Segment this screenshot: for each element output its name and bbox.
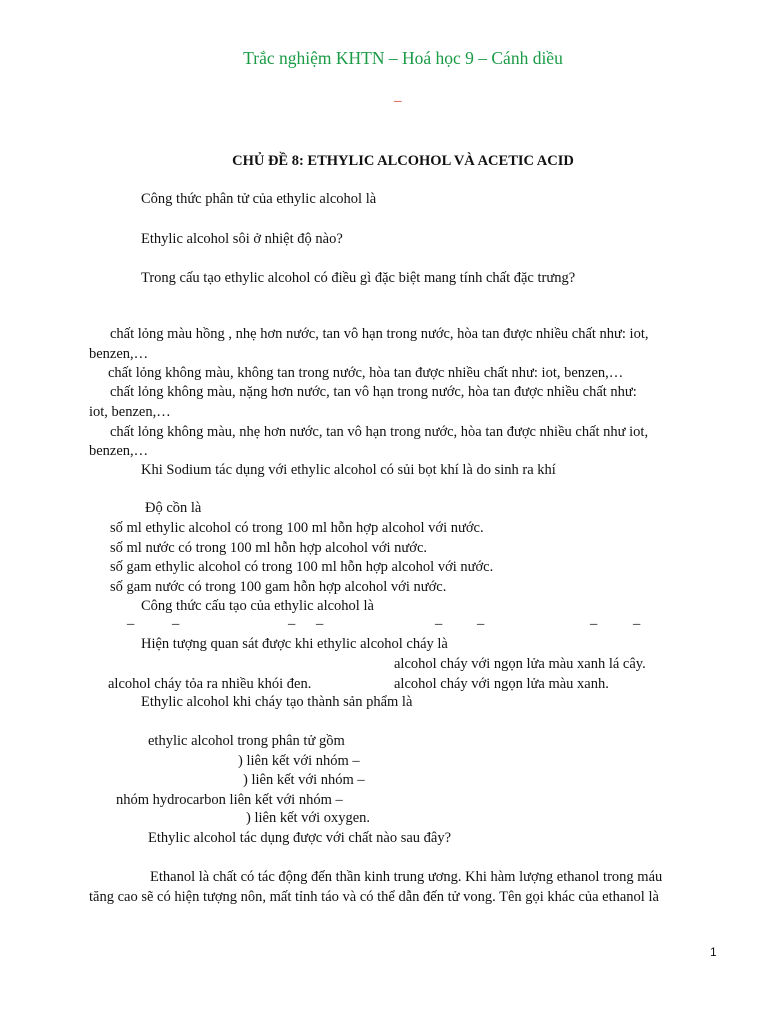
q8-option-smoke: alcohol cháy tỏa ra nhiều khói đen.: [108, 676, 312, 692]
formula-dash: –: [316, 616, 324, 632]
formula-dash: –: [590, 616, 598, 632]
formula-dash: –: [288, 616, 296, 632]
formula-dash: –: [633, 616, 641, 632]
q4-option-c-line1: chất lỏng không màu, nặng hơn nước, tan vô hạn trong nước, hòa tan được nhiều chất như:: [110, 384, 637, 400]
page-number: 1: [710, 945, 717, 959]
q4-option-b: chất lỏng không màu, không tan trong nước, hòa tan được nhiều chất như: iot, benzen,…: [108, 365, 624, 381]
question-7: Công thức cấu tạo của ethylic alcohol là: [141, 598, 374, 614]
question-2: Ethylic alcohol sôi ở nhiệt độ nào?: [141, 231, 343, 247]
q6-option-c: số gam ethylic alcohol có trong 100 ml hỗn hợp alcohol với nước.: [110, 559, 494, 575]
topic-heading: CHỦ ĐỀ 8: ETHYLIC ALCOHOL VÀ ACETIC ACID: [232, 153, 574, 169]
formula-dash: –: [477, 616, 485, 632]
question-10: ethylic alcohol trong phân tử gồm: [148, 733, 345, 749]
formula-dash: –: [172, 616, 180, 632]
q10-option-c: nhóm hydrocarbon liên kết với nhóm –: [116, 792, 343, 808]
q8-option-green: alcohol cháy với ngọn lửa màu xanh lá cây.: [394, 656, 646, 672]
q4-option-d-line1: chất lỏng không màu, nhẹ hơn nước, tan vô hạn trong nước, hòa tan được nhiều chất như iot,: [110, 424, 649, 440]
q4-option-d-line2: benzen,…: [89, 443, 149, 459]
q6-option-a: số ml ethylic alcohol có trong 100 ml hỗn hợp alcohol với nước.: [110, 520, 484, 536]
question-12-line2: tăng cao sẽ có hiện tượng nôn, mất tỉnh táo và có thể dẫn đến tử vong. Tên gọi khác của ethanol là: [89, 889, 659, 905]
question-1: Công thức phân tử của ethylic alcohol là: [141, 191, 377, 207]
q4-option-a-line1: chất lỏng màu hồng , nhẹ hơn nước, tan vô hạn trong nước, hòa tan được nhiều chất như: iot,: [110, 326, 649, 342]
title-dash: –: [394, 93, 402, 109]
formula-dash: –: [127, 616, 135, 632]
q4-option-c-line2: iot, benzen,…: [89, 404, 171, 420]
question-8: Hiện tượng quan sát được khi ethylic alcohol cháy là: [141, 636, 448, 652]
q10-option-b: ) liên kết với nhóm –: [243, 772, 365, 788]
q8-option-blue: alcohol cháy với ngọn lửa màu xanh.: [394, 676, 609, 692]
question-6: Độ cồn là: [145, 500, 202, 516]
q10-option-a: ) liên kết với nhóm –: [238, 753, 360, 769]
question-3: Trong cấu tạo ethylic alcohol có điều gì đặc biệt mang tính chất đặc trưng?: [141, 270, 576, 286]
question-9: Ethylic alcohol khi cháy tạo thành sản phẩm là: [141, 694, 413, 710]
q6-option-b: số ml nước có trong 100 ml hỗn hợp alcohol với nước.: [110, 540, 428, 556]
q4-option-a-line2: benzen,…: [89, 346, 149, 362]
question-12-line1: Ethanol là chất có tác động đến thần kinh trung ương. Khi hàm lượng ethanol trong máu: [150, 869, 663, 885]
formula-dash: –: [435, 616, 443, 632]
question-11: Ethylic alcohol tác dụng được với chất nào sau đây?: [148, 830, 452, 846]
q10-option-d: ) liên kết với oxygen.: [246, 810, 371, 826]
q6-option-d: số gam nước có trong 100 gam hỗn hợp alcohol với nước.: [110, 579, 447, 595]
question-5: Khi Sodium tác dụng với ethylic alcohol có sủi bọt khí là do sinh ra khí: [141, 462, 556, 478]
page-title: Trắc nghiệm KHTN – Hoá học 9 – Cánh diều: [243, 48, 563, 68]
